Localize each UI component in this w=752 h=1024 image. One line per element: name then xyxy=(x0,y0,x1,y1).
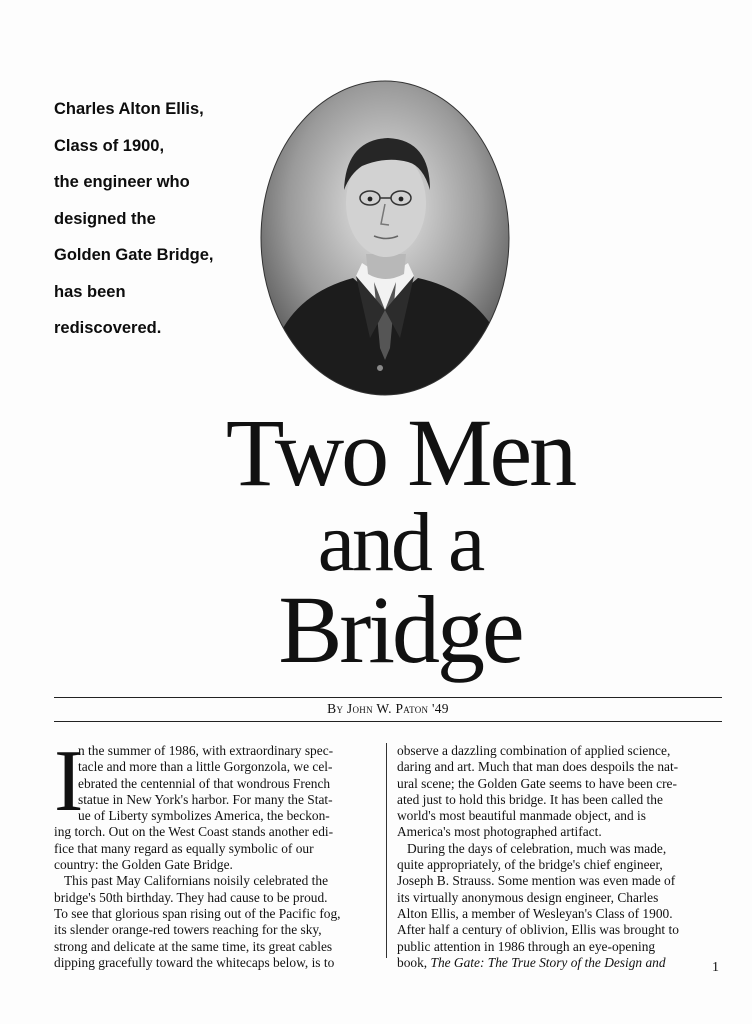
text-line: public attention in 1986 through an eye-opening xyxy=(397,938,656,954)
text-line: ue of Liberty symbolizes America, the beckon- xyxy=(78,808,330,824)
text-line: fice that many regard as equally symbolic of our xyxy=(54,840,314,856)
intro-line: the engineer who xyxy=(54,173,190,191)
text-line: ebrated the centennial of that wondrous French xyxy=(78,775,331,791)
text-line: tacle and more than a little Gorgonzola, we cel- xyxy=(78,759,333,775)
intro-line: Golden Gate Bridge, xyxy=(54,246,214,264)
text-line: During the days of celebration, much was made, xyxy=(407,840,667,856)
article-column-left xyxy=(54,733,372,971)
text-line: world's most beautiful manmade object, and is xyxy=(397,808,646,824)
title-line-2: and a xyxy=(317,496,483,589)
text-line-last xyxy=(397,955,727,971)
text-line: dipping gracefully toward the whitecaps below, is to xyxy=(54,954,335,970)
intro-line: Class of 1900, xyxy=(54,136,165,155)
byline: By John W. Paton '49 xyxy=(327,701,449,716)
article-column-right xyxy=(397,743,727,971)
intro-line: rediscovered. xyxy=(54,319,162,337)
text-line: This past May Californians noisily celebrated the xyxy=(64,873,329,889)
text-fragment: book, xyxy=(397,954,428,970)
drop-cap: I xyxy=(54,733,84,830)
text-line: Joseph B. Strauss. Some mention was even made of xyxy=(397,873,676,889)
text-line: ated just to hold this bridge. It has been called the xyxy=(397,791,663,807)
byline-rule-top xyxy=(54,697,722,698)
text-line: ing torch. Out on the West Coast stands another edi- xyxy=(54,824,334,840)
text-line: statue in New York's harbor. For many the Stat- xyxy=(78,791,333,807)
portrait-photo xyxy=(258,78,512,398)
text-line: n the summer of 1986, with extraordinary spec- xyxy=(78,743,334,758)
text-line: daring and art. Much that man does despoils the nat- xyxy=(397,759,679,775)
title-line-1: Two Men xyxy=(225,399,575,506)
text-line: Alton Ellis, a member of Wesleyan's Class of 1900. xyxy=(397,905,673,921)
column-divider xyxy=(386,743,387,958)
text-line: ural scene; the Golden Gate seems to have been cre- xyxy=(397,775,677,791)
book-title: The Gate: The True Story of the Design and xyxy=(430,954,666,970)
article-title xyxy=(150,399,650,683)
intro-line: Charles Alton Ellis, xyxy=(54,100,204,118)
intro-line: has been xyxy=(54,282,126,301)
text-line: America's most photographed artifact. xyxy=(397,824,602,840)
text-line: bridge's 50th birthday. They had cause to be proud. xyxy=(54,889,328,905)
text-line: observe a dazzling combination of applied science, xyxy=(397,743,671,758)
page-number: 1 xyxy=(712,960,719,975)
title-line-3: Bridge xyxy=(278,576,522,683)
text-line: country: the Golden Gate Bridge. xyxy=(54,857,233,873)
text-line: its virtually anonymous design engineer, Charles xyxy=(397,889,659,905)
text-line: To see that glorious span rising out of the Pacific fog, xyxy=(54,905,341,921)
intro-line: designed the xyxy=(54,209,156,228)
text-line: strong and delicate at the same time, its great cables xyxy=(54,938,333,954)
text-line: After half a century of oblivion, Ellis was brought to xyxy=(397,922,679,938)
text-line: its slender orange-red towers reaching for the sky, xyxy=(54,922,322,938)
byline-rule-bottom xyxy=(54,721,722,722)
text-line: quite appropriately, of the bridge's chief engineer, xyxy=(397,857,663,873)
